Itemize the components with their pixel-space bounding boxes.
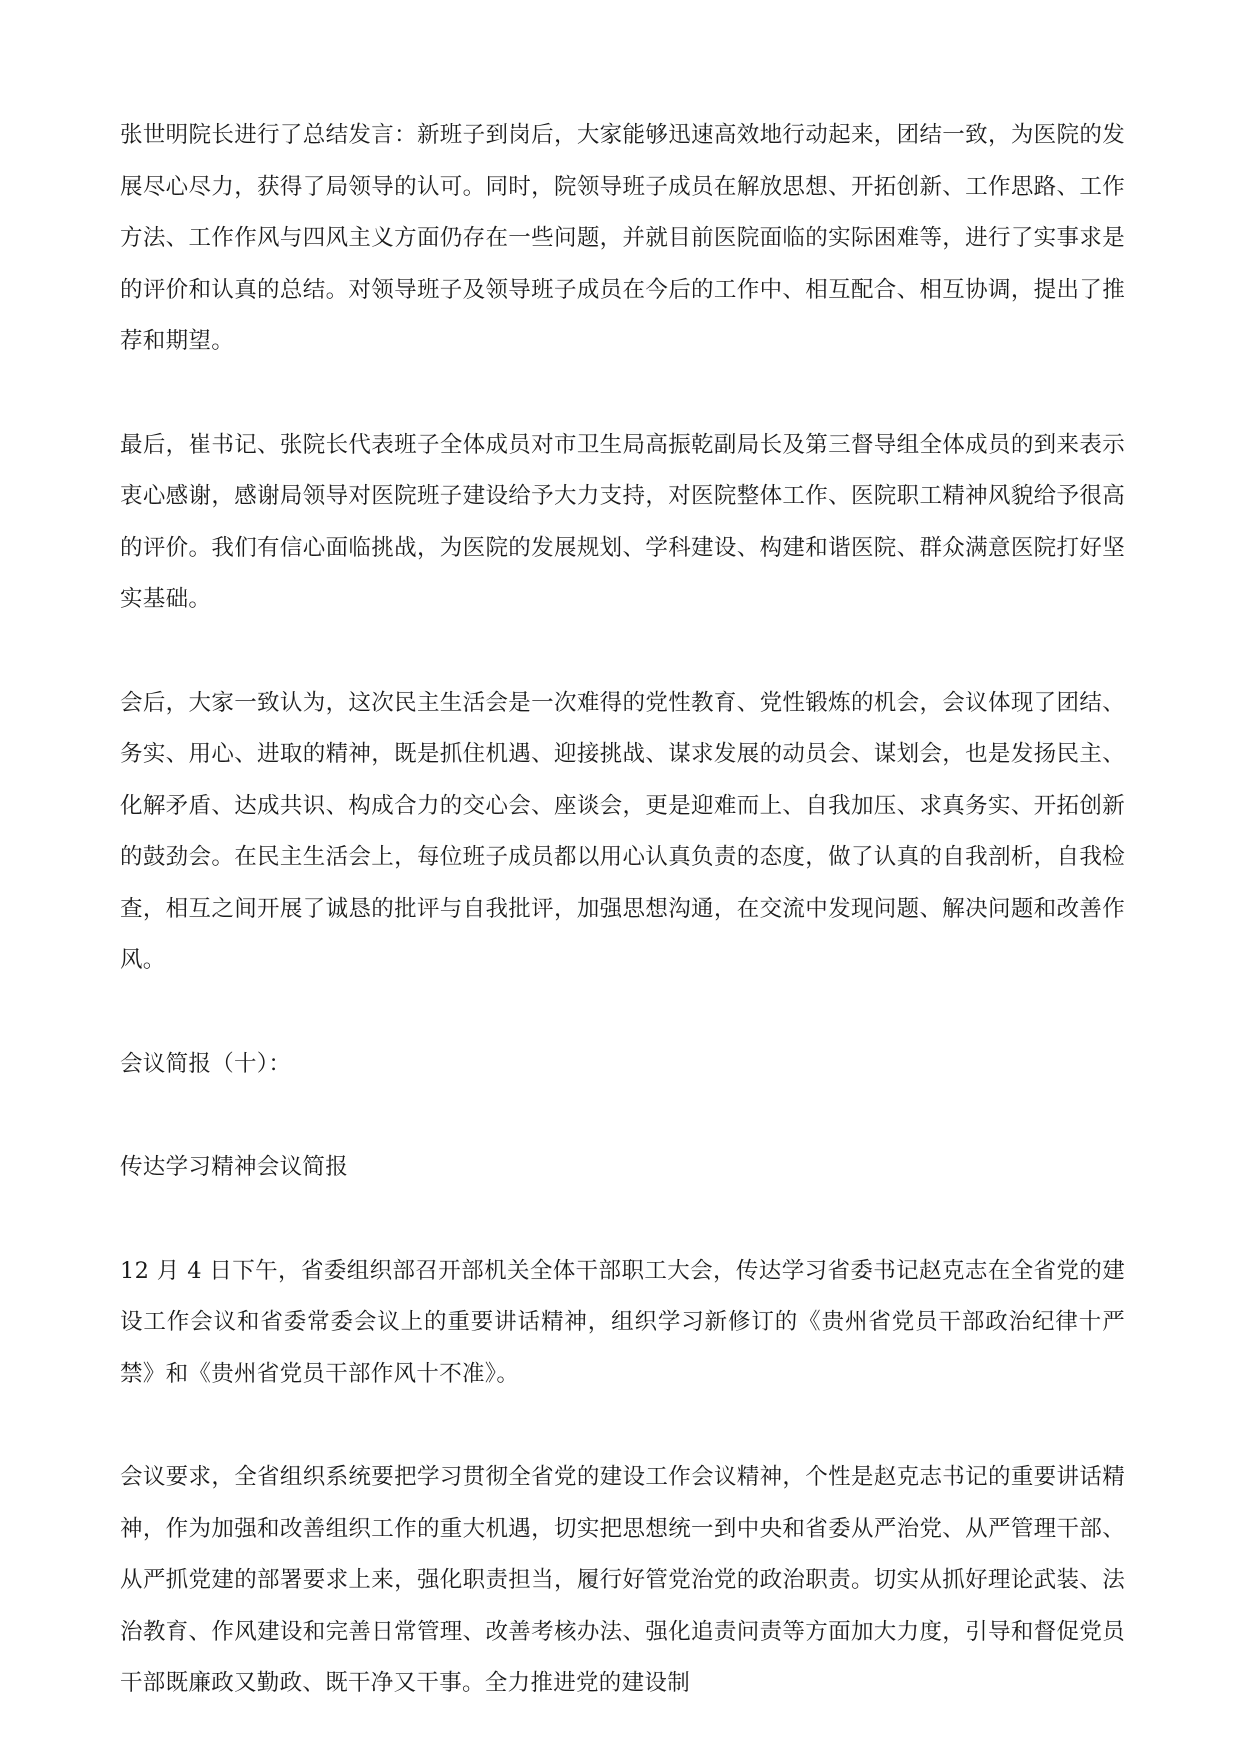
paragraph-closing-thanks: 最后，崔书记、张院长代表班子全体成员对市卫生局高振乾副局长及第三督导组全体成员的到来表示衷心感谢，感谢局领导对医院班子建设给予大力支持，对医院整体工作、医院职工精神风貌给予很高的评价。我们有信心面临挑战，为医院的发展规划、学科建设、构建和谐医院、群众满意医院打好坚实基础。 [120,431,1125,612]
paragraph-after-meeting: 会后，大家一致认为，这次民主生活会是一次难得的党性教育、党性锻炼的机会，会议体现了团结、务实、用心、进取的精神，既是抓住机遇、迎接挑战、谋求发展的动员会、谋划会，也是发扬民主、化解矛盾、达成共识、构成合力的交心会、座谈会，更是迎难而上、自我加压、求真务实、开拓创新的鼓劲会。在民主生活会上，每位班子成员都以用心认真负责的态度，做了认真的自我剖析，自我检查，相互之间开展了诚恳的批评与自我批评，加强思想沟通，在交流中发现问题、解决问题和改善作风。 [120,689,1125,973]
paragraph-gap [120,368,1125,420]
paragraph-gap [120,1400,1125,1452]
paragraph-gap [120,1194,1125,1246]
paragraph-gap [120,987,1125,1039]
section-heading-briefing: 会议简报（十）： [120,1050,292,1077]
paragraph-summary-speech: 张世明院长进行了总结发言：新班子到岗后，大家能够迅速高效地行动起来，团结一致，为医院的发展尽心尽力，获得了局领导的认可。同时，院领导班子成员在解放思想、开拓创新、工作思路、工作方法、工作作风与四风主义方面仍存在一些问题，并就目前医院面临的实际困难等，进行了实事求是的评价和认真的总结。对领导班子及领导班子成员在今后的工作中、相互配合、相互协调，提出了推荐和期望。 [120,122,1125,354]
paragraph-meeting-requirements: 会议要求，全省组织系统要把学习贯彻全省党的建设工作会议精神，个性是赵克志书记的重要讲话精神，作为加强和改善组织工作的重大机遇，切实把思想统一到中央和省委从严治党、从严管理干部、从严抓党建的部署要求上来，强化职责担当，履行好管党治党的政治职责。切实从抓好理论武装、法治教育、作风建设和完善日常管理、改善考核办法、强化追责问责等方面加大力度，引导和督促党员干部既廉政又勤政、既干净又干事。全力推进党的建设制 [120,1464,1125,1696]
briefing-title: 传达学习精神会议简报 [120,1154,349,1180]
document-page [120,110,1125,1710]
paragraph-meeting-date: 12 月 4 日下午，省委组织部召开部机关全体干部职工大会，传达学习省委书记赵克志在全省党的建设工作会议和省委常委会议上的重要讲话精神，组织学习新修订的《贵州省党员干部政治纪律十严禁》和《贵州省党员干部作风十不准》。 [120,1257,1125,1387]
paragraph-gap [120,1090,1125,1142]
paragraph-gap [120,626,1125,678]
